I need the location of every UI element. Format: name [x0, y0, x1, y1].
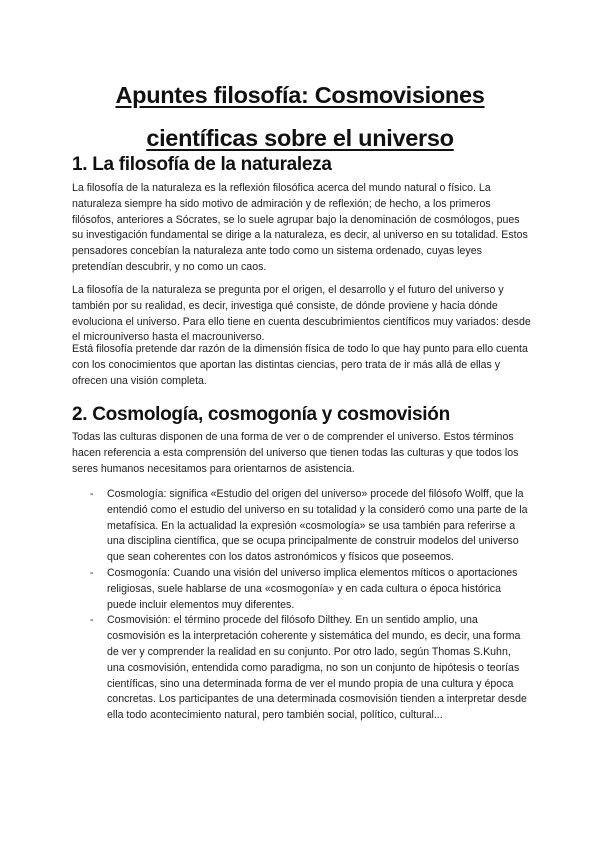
list-item-cosmogonia: [90, 566, 530, 613]
section-2-intro: Todas las culturas disponen de una forma de ver o de comprender el universo. Estos términos hacen referencia a esta comprensión del universo que tienen todas las culturas y que todos los seres humanos necesitamos para orientarnos de asistencia.: [72, 431, 519, 475]
list-item-text: Cosmovisión: el término procede del filósofo Dilthey. En un sentido amplio, una cosmovisión es la interpretación coherente y sistemática del mundo, es decir, una forma de ver y comprender la realidad en su conjunto. Por otro lado, según Thomas S.Kuhn, una cosmovisión, entendida como paradigma, no son un conjunto de hipótesis o teorías científicas, sino una determinada forma de ver el mundo propia de una cultura y época concretas. Los participantes de una determinada cosmovisión tienden a interpretar desde ella todo acontecimiento natural, pero también social, político, cultural...: [107, 614, 527, 722]
bullet-marker: -: [90, 614, 94, 627]
section-1-heading: 1. La filosofía de la naturaleza: [72, 154, 332, 175]
list-item-text: Cosmología: significa «Estudio del origen del universo» procede del filósofo Wolff, que la entendió como el estudio del universo en su totalidad y la consideró como una parte de la metafísica. En la actualidad la expresión «cosmología» se usa también para referirse a una disciplina científica, que se ocupa principalmente de construir modelos del universo que sean coherentes con los datos astronómicos y físicos que poseemos.: [107, 488, 528, 564]
list-item-text: Cosmogonía: Cuando una visión del universo implica elementos míticos o aportaciones religiosas, suele hablarse de una «cosmogonía» y en cada cultura o época histórica puede incluir elementos muy diferentes.: [107, 566, 518, 611]
document-title: Apuntes filosofía: Cosmovisiones científicas sobre el universo: [115, 82, 485, 151]
list-item-cosmologia: [90, 487, 530, 566]
bullet-marker: -: [90, 488, 94, 500]
section-1-paragraph-1: La filosofía de la naturaleza es la reflexión filosófica acerca del mundo natural o físico. La naturaleza siempre ha sido motivo de admiración y de reflexión; de hecho, a los primeros filósofos, anteriores a Sócrates, se lo suele agrupar bajo la denominación de cosmólogos, pues su investigación fundamental se dirige a la naturaleza, es decir, al universo en su totalidad. Estos pensadores concebían la naturaleza ante todo como un sistema ordenado, cuyas leyes pretendían descubrir, y no como un caos.: [72, 182, 528, 273]
section-1-paragraph-2: La filosofía de la naturaleza se pregunta por el origen, el desarrollo y el futuro del universo y también por su realidad, es decir, investiga qué consiste, de dónde proviene y hacia dónde evoluciona el universo. Para ello tiene en cuenta descubrimientos científicos muy variados: desde el microuniverso hasta el macrouniverso.: [72, 284, 531, 344]
section-2-heading: 2. Cosmología, cosmogonía y cosmovisión: [72, 404, 450, 425]
definitions-list: [90, 487, 530, 724]
bullet-marker: -: [90, 566, 94, 579]
section-1-paragraph-3: Está filosofía pretende dar razón de la dimensión física de todo lo que hay punto para ello cuenta con los conocimientos que aportan las distintas ciencias, pero trata de ir más allá de ellas y ofrecen una visión completa.: [72, 343, 528, 387]
list-item-cosmovision: [90, 613, 530, 724]
